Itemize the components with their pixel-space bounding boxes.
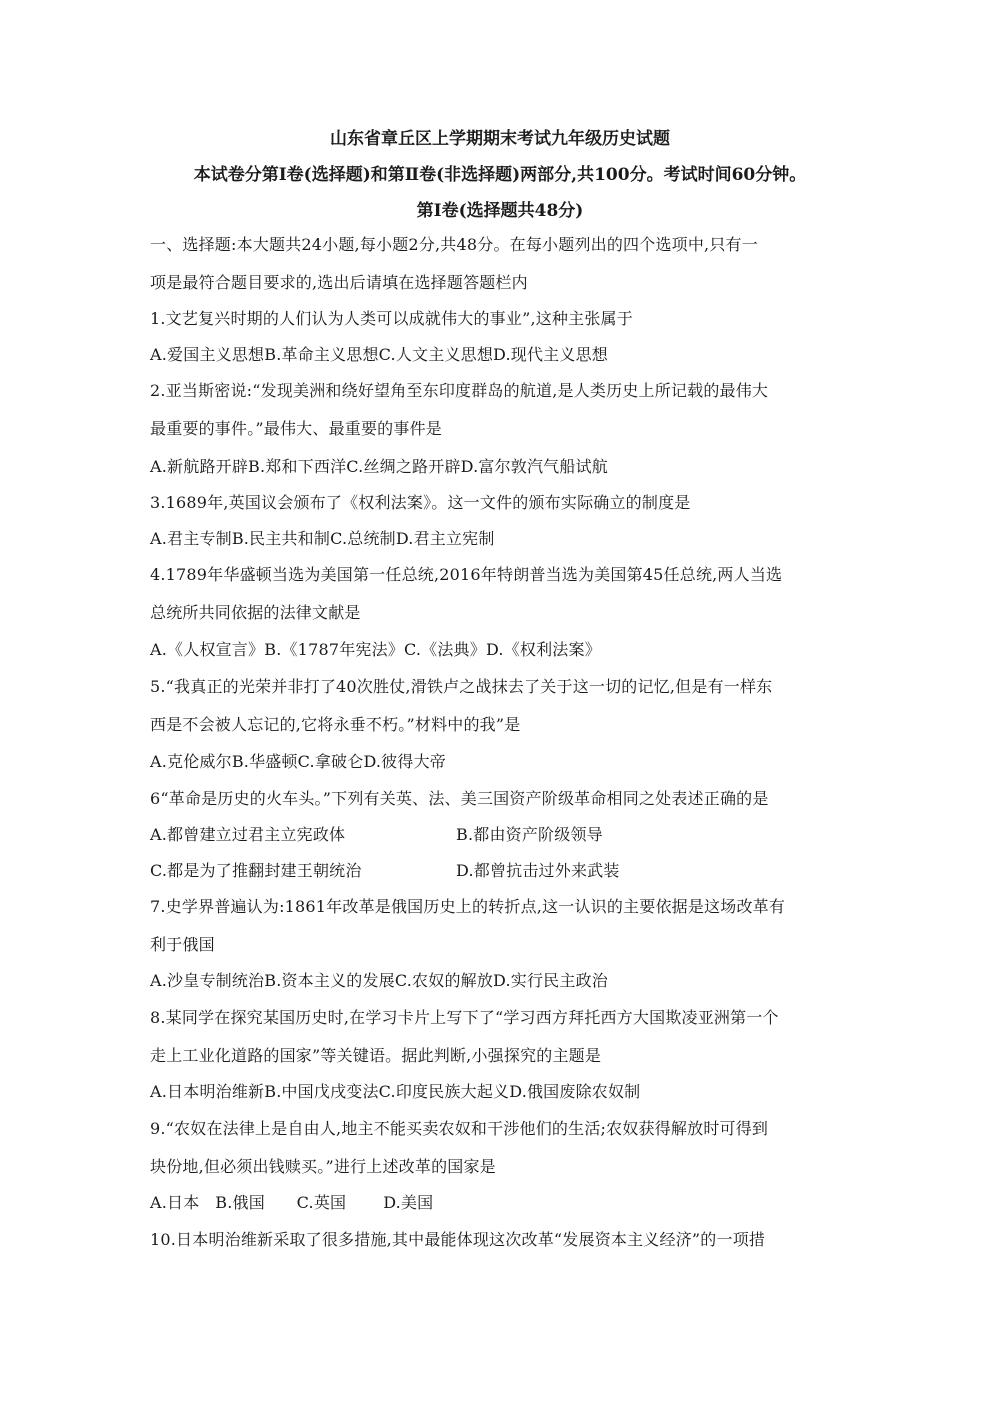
exam-subtitle: 本试卷分第Ⅰ卷(选择题)和第Ⅱ卷(非选择题)两部分,共100分。考试时间60分钟。 <box>193 165 807 185</box>
question-7-stem-1: 7.史学界普遍认为:1861年改革是俄国历史上的转折点,这一认识的主要依据是这场改革有 <box>150 897 786 916</box>
question-7-stem-2: 利于俄国 <box>150 935 215 954</box>
question-8-stem-1: 8.某同学在探究某国历史时,在学习卡片上写下了“学习西方拜托西方大国欺凌亚洲第一个 <box>150 1008 779 1027</box>
question-6-stem: 6“革命是历史的火车头。”下列有关英、法、美三国资产阶级革命相同之处表述正确的是 <box>150 789 769 808</box>
question-2-stem-1: 2.亚当斯密说:“发现美洲和绕好望角至东印度群岛的航道,是人类历史上所记载的最伟大 <box>150 381 769 400</box>
section-heading: 第Ⅰ卷(选择题共48分) <box>416 201 584 221</box>
question-8-stem-2: 走上工业化道路的国家”等关键语。据此判断,小强探究的主题是 <box>150 1046 602 1065</box>
question-1-stem: 1.文艺复兴时期的人们认为人类可以成就伟大的事业”,这种主张属于 <box>150 309 633 328</box>
question-8-options: A.日本明治维新B.中国戊戌变法C.印度民族大起义D.俄国废除农奴制 <box>150 1082 641 1101</box>
exam-title: 山东省章丘区上学期期末考试九年级历史试题 <box>330 129 670 149</box>
question-5-stem-1: 5.“我真正的光荣并非打了40次胜仗,滑铁卢之战抹去了关于这一切的记忆,但是有一样东 <box>150 677 773 696</box>
question-6-option-c: C.都是为了推翻封建王朝统治 <box>150 861 362 880</box>
question-2-stem-2: 最重要的事件。”最伟大、最重要的事件是 <box>150 419 442 438</box>
question-2-options: A.新航路开辟B.郑和下西洋C.丝绸之路开辟D.富尔敦汽气船试航 <box>150 457 608 476</box>
question-3-options: A.君主专制B.民主共和制C.总统制D.君主立宪制 <box>150 529 495 548</box>
question-10-stem-1: 10.日本明治维新采取了很多措施,其中最能体现这次改革“发展资本主义经济”的一项措 <box>150 1230 766 1249</box>
question-6-option-a: A.都曾建立过君主立宪政体 <box>150 825 346 844</box>
question-7-options: A.沙皇专制统治B.资本主义的发展C.农奴的解放D.实行民主政治 <box>150 971 608 990</box>
question-1-options: A.爱国主义思想B.革命主义思想C.人文主义思想D.现代主义思想 <box>150 345 608 364</box>
intro-line-1: 一、选择题:本大题共24小题,每小题2分,共48分。在每小题列出的四个选项中,只有一 <box>150 235 758 254</box>
question-9-options: A.日本 B.俄国 C.英国 D.美国 <box>150 1193 434 1212</box>
question-4-stem-1: 4.1789年华盛顿当选为美国第一任总统,2016年特朗普当选为美国第45任总统,两人当选 <box>150 565 783 584</box>
question-4-options: A.《人权宣言》B.《1787年宪法》C.《法典》D.《权利法案》 <box>150 640 601 659</box>
question-6-option-b: B.都由资产阶级领导 <box>456 825 603 844</box>
question-5-stem-2: 西是不会被人忘记的,它将永垂不朽。”材料中的我”是 <box>150 715 521 734</box>
question-6-option-d: D.都曾抗击过外来武装 <box>456 861 620 880</box>
question-9-stem-1: 9.“农奴在法律上是自由人,地主不能买卖农奴和干涉他们的生活;农奴获得解放时可得到 <box>150 1119 769 1138</box>
question-9-stem-2: 块份地,但必须出钱赎买。”进行上述改革的国家是 <box>150 1157 496 1176</box>
question-6-option-row-1 <box>150 822 603 845</box>
question-4-stem-2: 总统所共同依据的法律文献是 <box>150 603 361 622</box>
question-5-options: A.克伦威尔B.华盛顿C.拿破仑D.彼得大帝 <box>150 752 446 771</box>
intro-line-2: 项是最符合题目要求的,选出后请填在选择题答题栏内 <box>150 273 528 292</box>
question-6-option-row-2 <box>150 858 620 881</box>
question-3-stem: 3.1689年,英国议会颁布了《权利法案》。这一文件的颁布实际确立的制度是 <box>150 493 691 512</box>
